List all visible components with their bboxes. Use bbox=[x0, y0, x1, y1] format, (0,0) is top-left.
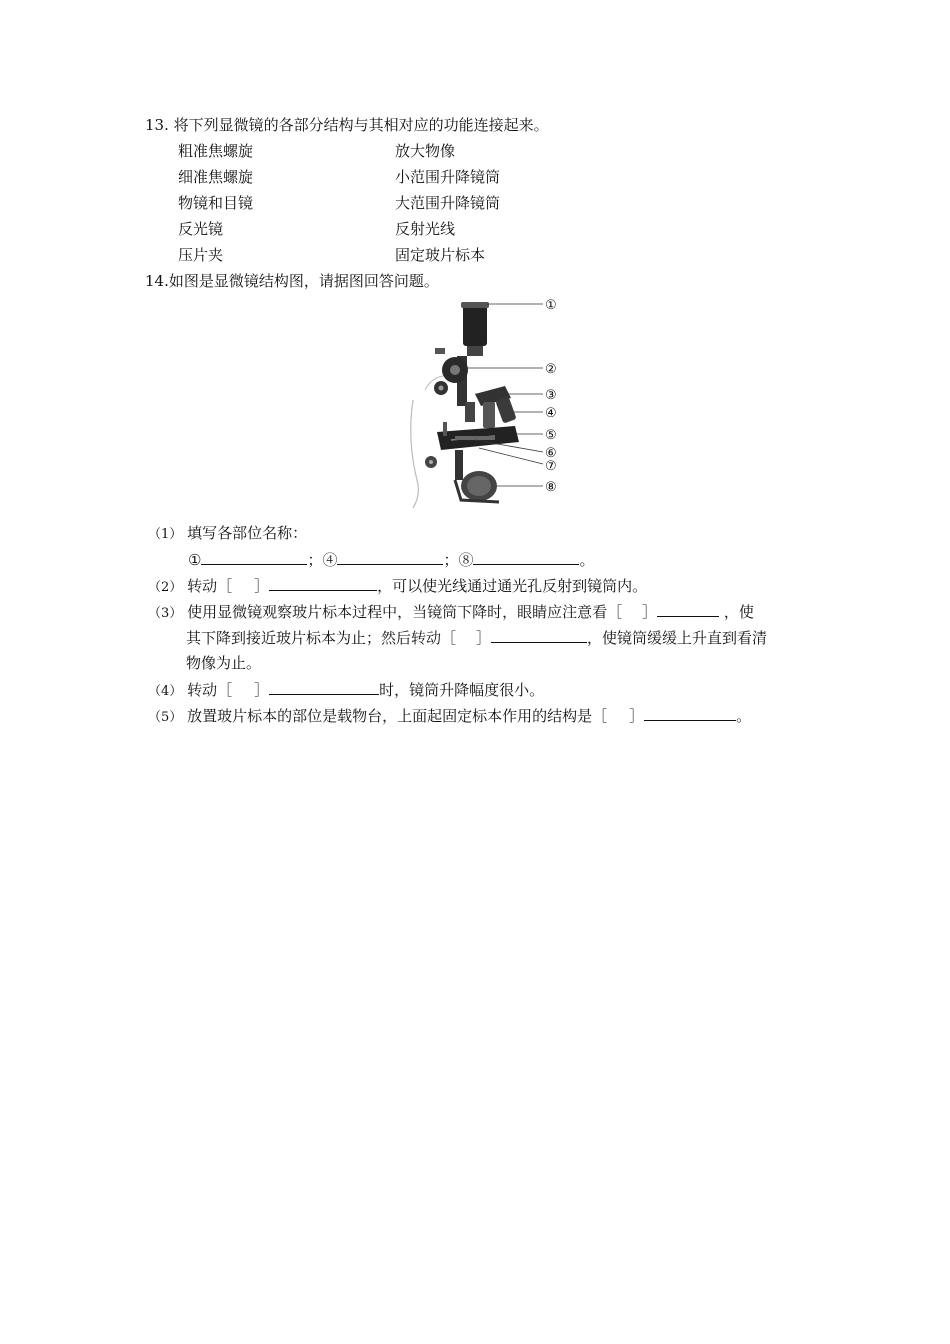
part-text: 放置玻片标本的部位是载物台，上面起固定标本作用的结构是［ bbox=[187, 707, 608, 725]
figure-label: ① bbox=[545, 298, 557, 313]
answer-blank[interactable] bbox=[644, 704, 736, 721]
part-text: 其下降到接近玻片标本为止；然后转动［ bbox=[186, 629, 457, 647]
bracket-close: ］ bbox=[629, 707, 645, 725]
answer-blank[interactable] bbox=[337, 548, 443, 565]
part-text: 使用显微镜观察玻片标本过程中，当镜筒下降时，眼睛应注意看［ bbox=[187, 603, 623, 621]
figure-label: ② bbox=[545, 362, 557, 377]
q13-title: 13. 将下列显微镜的各部分结构与其相对应的功能连接起来。 bbox=[145, 116, 549, 134]
answer-blank[interactable] bbox=[269, 678, 379, 695]
q13-left-item: 反光镜 bbox=[178, 220, 224, 238]
q14-part3-line1 bbox=[148, 600, 754, 625]
figure-label: ⑥ bbox=[545, 446, 557, 461]
part-text: ，使 bbox=[723, 603, 754, 621]
q14-part4 bbox=[148, 678, 544, 703]
q14-part5 bbox=[148, 704, 751, 729]
q13-right-item: 放大物像 bbox=[395, 142, 456, 160]
part-text: ，使镜筒缓缓上升直到看清 bbox=[587, 629, 768, 647]
q13-right-item: 小范围升降镜筒 bbox=[395, 168, 501, 186]
q14-part3-line3: 物像为止。 bbox=[186, 654, 262, 672]
part-text: 填写各部位名称： bbox=[187, 524, 308, 542]
part-number: （3） bbox=[148, 606, 183, 621]
bracket-open: 转动［ bbox=[187, 577, 233, 595]
marker: 。 bbox=[579, 551, 595, 569]
bracket-close: ］ bbox=[476, 629, 492, 647]
bracket-open: 转动［ bbox=[187, 681, 233, 699]
part-text: ，可以使光线通过通光孔反射到镜筒内。 bbox=[377, 577, 648, 595]
part-number: （4） bbox=[148, 684, 183, 699]
q14-part1-blanks bbox=[188, 548, 595, 571]
answer-blank[interactable] bbox=[473, 548, 579, 565]
q14-part2 bbox=[148, 574, 647, 599]
q14-part3-line2 bbox=[186, 626, 767, 649]
marker: ；⑧ bbox=[443, 551, 474, 569]
part-number: （1） bbox=[148, 527, 183, 542]
q13-right-item: 大范围升降镜筒 bbox=[395, 194, 501, 212]
answer-blank[interactable] bbox=[657, 600, 719, 617]
figure-label: ④ bbox=[545, 406, 557, 421]
answer-blank[interactable] bbox=[269, 574, 377, 591]
q13-left-item: 细准焦螺旋 bbox=[178, 168, 254, 186]
q14-title: 14.如图是显微镜结构图，请据图回答问题。 bbox=[145, 272, 439, 290]
answer-blank[interactable] bbox=[201, 548, 307, 565]
figure-label: ⑧ bbox=[545, 480, 557, 495]
part-text: 。 bbox=[736, 707, 752, 725]
marker: ；④ bbox=[307, 551, 338, 569]
bracket-close: ］ bbox=[254, 681, 270, 699]
answer-blank[interactable] bbox=[491, 626, 587, 643]
microscope-figure bbox=[395, 290, 575, 515]
q13-left-item: 物镜和目镜 bbox=[178, 194, 254, 212]
figure-label: ③ bbox=[545, 388, 557, 403]
part-text: 时，镜筒升降幅度很小。 bbox=[379, 681, 545, 699]
q13-right-item: 固定玻片标本 bbox=[395, 246, 486, 264]
marker: ① bbox=[188, 551, 202, 569]
q14-part1-heading bbox=[148, 522, 307, 546]
part-number: （2） bbox=[148, 580, 183, 595]
figure-label: ⑦ bbox=[545, 459, 557, 474]
part-number: （5） bbox=[148, 710, 183, 725]
bracket-close: ］ bbox=[642, 603, 658, 621]
q13-left-item: 压片夹 bbox=[178, 246, 224, 264]
bracket-close: ］ bbox=[254, 577, 270, 595]
figure-label: ⑤ bbox=[545, 428, 557, 443]
q13-right-item: 反射光线 bbox=[395, 220, 456, 238]
q13-left-item: 粗准焦螺旋 bbox=[178, 142, 254, 160]
